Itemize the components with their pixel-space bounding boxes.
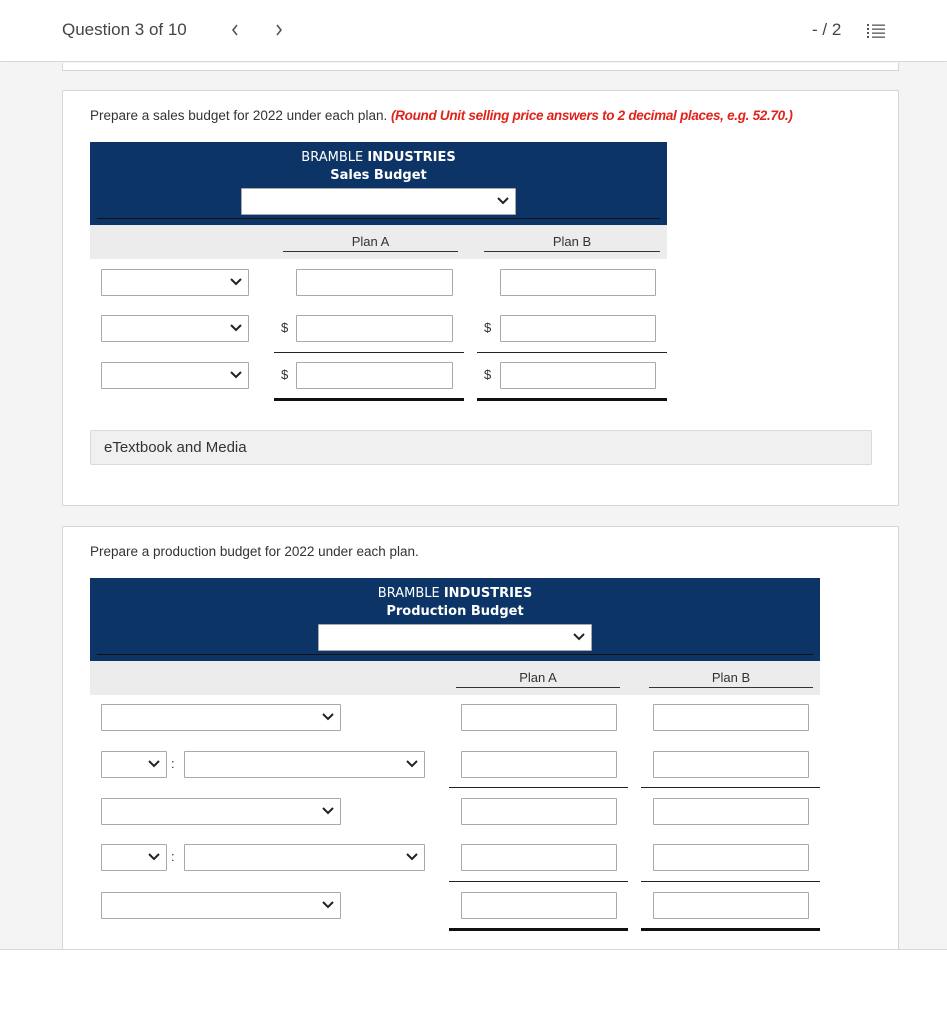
etextbook-media-link[interactable]: eTextbook and Media	[90, 430, 872, 465]
chevron-down-icon	[147, 757, 161, 771]
company-name	[90, 586, 820, 601]
prod-row4-plan-b-input[interactable]	[653, 844, 809, 871]
question-list-icon[interactable]	[866, 21, 886, 41]
prod-row4-label-select[interactable]	[184, 844, 425, 871]
chevron-left-icon	[230, 23, 240, 37]
total-double-rule	[641, 928, 820, 931]
subtotal-rule	[641, 787, 820, 788]
chevron-right-icon	[274, 23, 284, 37]
prod-row3-plan-a-input[interactable]	[461, 798, 617, 825]
header-rule	[97, 654, 813, 655]
prod-row3-plan-b-input[interactable]	[653, 798, 809, 825]
total-double-rule	[477, 398, 667, 401]
total-double-rule	[449, 928, 628, 931]
prod-row2-plan-b-input[interactable]	[653, 751, 809, 778]
score-display: - / 2	[812, 20, 842, 39]
column-header-row	[90, 225, 667, 259]
colon-separator: :	[171, 849, 175, 864]
chevron-down-icon	[405, 757, 419, 771]
period-select[interactable]	[318, 624, 592, 651]
sales-row2-label-select[interactable]	[101, 315, 249, 342]
prod-row2-label-select[interactable]	[184, 751, 425, 778]
sales-row3-label-select[interactable]	[101, 362, 249, 389]
prod-row3-label-select[interactable]	[101, 798, 341, 825]
sales-row3-plan-b-input[interactable]	[500, 362, 656, 389]
prod-row5-label-select[interactable]	[101, 892, 341, 919]
prod-row1-plan-a-input[interactable]	[461, 704, 617, 731]
chevron-down-icon	[405, 850, 419, 864]
subtotal-rule	[274, 352, 464, 353]
production-budget-card	[62, 526, 899, 949]
prod-row4-operator-select[interactable]	[101, 844, 167, 871]
chevron-down-icon	[321, 710, 335, 724]
sales-instruction-text: Prepare a sales budget for 2022 under each plan.	[90, 108, 388, 123]
sales-budget-card	[62, 90, 899, 506]
colon-separator: :	[171, 756, 175, 771]
bottom-bar	[0, 949, 947, 1024]
subtotal-rule	[477, 352, 667, 353]
top-bar	[0, 0, 947, 62]
prod-row4-plan-a-input[interactable]	[461, 844, 617, 871]
rounding-note: (Round Unit selling price answers to 2 decimal places, e.g. 52.70.)	[390, 108, 793, 123]
currency-symbol: $	[484, 367, 492, 382]
plan-a-header: Plan A	[456, 670, 620, 688]
sales-table-header	[90, 142, 667, 225]
company-name-prefix: BRAMBLE	[377, 586, 444, 601]
production-instruction: Prepare a production budget for 2022 under each plan.	[90, 544, 419, 559]
sales-row2-plan-a-input[interactable]	[296, 315, 453, 342]
sales-row3-plan-a-input[interactable]	[296, 362, 453, 389]
chevron-down-icon	[496, 194, 510, 208]
prod-row5-plan-b-input[interactable]	[653, 892, 809, 919]
period-select[interactable]	[241, 188, 516, 215]
total-double-rule	[274, 398, 464, 401]
sales-row1-plan-a-input[interactable]	[296, 269, 453, 296]
question-counter: Question 3 of 10	[62, 20, 187, 39]
plan-b-header: Plan B	[484, 234, 660, 252]
chevron-down-icon	[321, 804, 335, 818]
chevron-down-icon	[147, 850, 161, 864]
prod-row1-plan-b-input[interactable]	[653, 704, 809, 731]
plan-b-header: Plan B	[649, 670, 813, 688]
chevron-down-icon	[572, 630, 586, 644]
plan-a-header: Plan A	[283, 234, 458, 252]
chevron-down-icon	[321, 898, 335, 912]
subtotal-rule	[449, 787, 628, 788]
subtotal-rule	[641, 881, 820, 882]
prod-row1-label-select[interactable]	[101, 704, 341, 731]
currency-symbol: $	[484, 320, 492, 335]
previous-question-button[interactable]	[225, 18, 245, 42]
chevron-down-icon	[229, 368, 243, 382]
currency-symbol: $	[281, 367, 289, 382]
chevron-down-icon	[229, 275, 243, 289]
company-name	[90, 150, 667, 165]
sales-row1-label-select[interactable]	[101, 269, 249, 296]
chevron-down-icon	[229, 321, 243, 335]
column-header-row	[90, 661, 820, 695]
sales-instruction	[90, 108, 793, 123]
production-table-header	[90, 578, 820, 661]
next-question-button[interactable]	[269, 18, 289, 42]
sales-row1-plan-b-input[interactable]	[500, 269, 656, 296]
company-name-prefix: BRAMBLE	[301, 150, 368, 165]
header-rule	[97, 218, 660, 219]
prod-row5-plan-a-input[interactable]	[461, 892, 617, 919]
sales-row2-plan-b-input[interactable]	[500, 315, 656, 342]
previous-card-edge	[62, 63, 899, 71]
prod-row2-operator-select[interactable]	[101, 751, 167, 778]
production-budget-title: Production Budget	[386, 604, 524, 619]
company-name-bold: INDUSTRIES	[367, 150, 456, 165]
subtotal-rule	[449, 881, 628, 882]
company-name-bold: INDUSTRIES	[443, 586, 533, 601]
sales-budget-title: Sales Budget	[330, 168, 427, 183]
page-content	[0, 63, 947, 949]
prod-row2-plan-a-input[interactable]	[461, 751, 617, 778]
currency-symbol: $	[281, 320, 289, 335]
